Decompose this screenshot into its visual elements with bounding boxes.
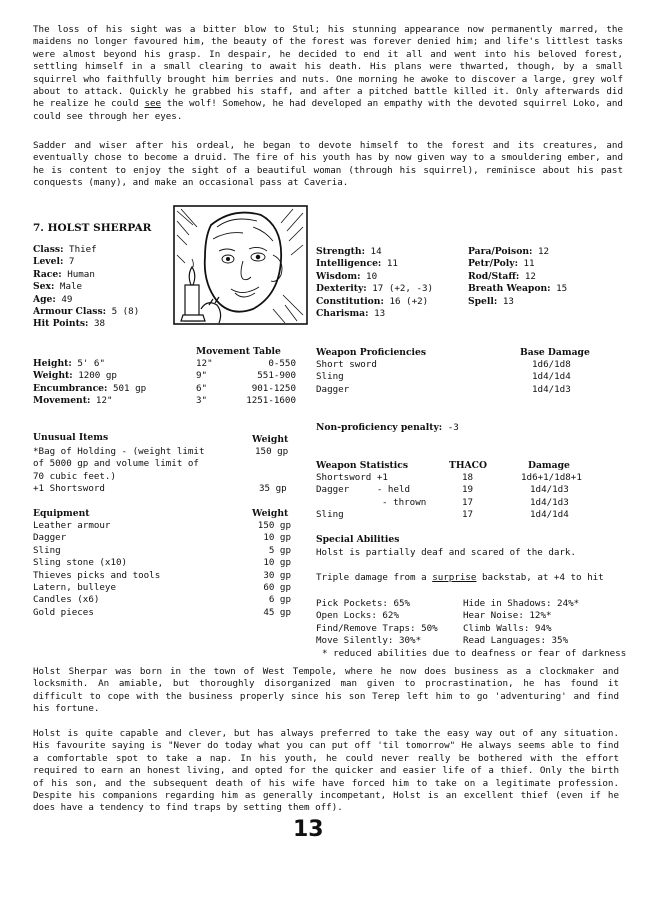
basic-sex: Sex: Male bbox=[33, 281, 83, 293]
basic-age: Age: 49 bbox=[33, 293, 73, 305]
page-number: 13 bbox=[293, 817, 324, 842]
proficiency-row: Dagger 1d4/1d3 bbox=[316, 383, 571, 395]
special-ability-deaf: Holst is partially deaf and scared of the dark. bbox=[316, 547, 576, 558]
equipment-row: Candles (x6) 6 gp bbox=[33, 594, 291, 606]
intro-paragraph-2: Sadder and wiser after his ordeal, he began to devote himself to the forest and its creatures, and eventually chose to become a druid. The fire of his youth has by now given way to a smouldering ember, and he is content to enjoy the sight of a beautiful woman (through his squirrel), reminisce about his past conquests (many), and make an occasional pass at Caveria. bbox=[33, 140, 623, 189]
equipment-title: Equipment bbox=[33, 508, 90, 519]
save-para-poison: Para/Poison: 12 bbox=[468, 246, 550, 257]
saving-throws bbox=[468, 246, 567, 308]
base-damage-header: Base Damage bbox=[520, 347, 590, 358]
unusual-weight-header: Weight bbox=[252, 434, 289, 445]
skill-climb-walls: Climb Walls: 94% bbox=[463, 622, 552, 634]
save-rod-staff: Rod/Staff: 12 bbox=[468, 270, 536, 282]
skill-find-remove-traps: Find/Remove Traps: 50% bbox=[316, 622, 438, 634]
proficiency-row: Sling 1d4/1d4 bbox=[316, 371, 571, 383]
skill-hear-noise: Hear Noise: 12%* bbox=[463, 610, 552, 622]
physical-movement: Movement: 12" bbox=[33, 395, 113, 407]
skill-pick-pockets: Pick Pockets: 65% bbox=[316, 598, 411, 609]
bio-paragraph-1: Holst Sherpar was born in the town of West Tempole, where he now does business as a clockmaker and locksmith. An amiable, but thoroughly disorganized man given to procrastination, he has found it difficult to cope with the business properly since his son Terep left him to go 'adventuring' and find his fortune. bbox=[33, 666, 619, 715]
physical-encumbrance: Encumbrance: 501 gp bbox=[33, 382, 147, 394]
ability-constitution: Constitution: 16 (+2) bbox=[316, 295, 429, 307]
movement-row: 3" 1251-1600 bbox=[196, 395, 296, 407]
basic-hit-points: Hit Points: 38 bbox=[33, 318, 106, 330]
bio-paragraph-2: Holst is quite capable and clever, but has always preferred to take the easy way out of any situation. His favourite saying is "Never do today what you can put off 'til tomorrow" He always seems able to find a comfortable spot to take a nap. In his youth, he could never really be bothered with the effort required to earn an honest living, and opted for the quicker and easier life of a thief. Only the birth of his son, and the subsequent death of his wife have forced him to take on a legitimate profession. Despite his companions regarding him as generally incompetant, Holst is an excellent thief (even if he does have a tendency to find traps by setting them off). bbox=[33, 728, 619, 814]
equipment-list bbox=[33, 520, 293, 619]
weapon-statistics-title: Weapon Statistics bbox=[316, 460, 409, 471]
special-ability-backstab: Triple damage from a surprise backstab, at +4 to hit bbox=[316, 572, 604, 583]
basic-level: Level: 7 bbox=[33, 256, 75, 268]
equipment-row: Gold pieces 45 gp bbox=[33, 606, 291, 618]
basic-armour-class: Armour Class: 5 (8) bbox=[33, 306, 140, 318]
ability-wisdom: Wisdom: 10 bbox=[316, 270, 378, 282]
movement-table-title: Movement Table bbox=[196, 346, 281, 357]
ability-scores bbox=[316, 246, 433, 320]
equipment-row: Sling 5 gp bbox=[33, 544, 291, 556]
intro-p1-end: the wolf! Somehow, he had developed an empathy with the devoted squirrel Loko, and could see through her eyes. bbox=[33, 98, 623, 122]
unusual-item-row: *Bag of Holding - (weight limit of 5000 gp and volume limit of 70 cubic feet.) 150 gp bbox=[33, 446, 289, 482]
unusual-items-list bbox=[33, 446, 293, 496]
physical-stats bbox=[33, 358, 146, 408]
physical-weight: Weight: 1200 gp bbox=[33, 370, 117, 382]
skill-move-silently: Move Silently: 30%* bbox=[316, 635, 422, 647]
equipment-row: Thieves picks and tools 30 gp bbox=[33, 569, 291, 581]
basic-stats bbox=[33, 244, 139, 331]
weapon-stat-row: - thrown 17 1d4/1d3 bbox=[382, 496, 569, 508]
weapon-stat-row: Sling 17 1d4/1d4 bbox=[316, 509, 569, 521]
intro-paragraph-1 bbox=[33, 24, 623, 123]
movement-table bbox=[196, 358, 296, 408]
intro-p1-text: The loss of his sight was a bitter blow to Stul; his stunning appearance now permanently marred, the maidens no longer favoured him, the beauty of the forest was forever denied him; and life's littlest tasks were almost beyond his grasp. In despair, he decided to end it all and went into his beloved forest, settling himself in a small clearing to await his death. His plans were thwarted, though, by a small squirrel who faithfully brought him berries and nuts. One morning he awoke to discover a large, grey wolf about to attack. Quickly he grabbed his staff, and after a pitched battle killed it. Only afterwards did he realize he could bbox=[33, 24, 623, 110]
weapon-proficiency-list bbox=[316, 359, 596, 396]
character-heading: 7. HOLST SHERPAR bbox=[33, 222, 152, 234]
unusual-items-title: Unusual Items bbox=[33, 432, 109, 443]
equipment-row: Leather armour 150 gp bbox=[33, 520, 291, 531]
basic-race: Race: Human bbox=[33, 268, 95, 280]
proficiency-row: Short sword 1d6/1d8 bbox=[316, 359, 571, 370]
special-abilities-title: Special Abilities bbox=[316, 534, 400, 545]
intro-see-word: see bbox=[144, 98, 162, 110]
skill-read-languages: Read Languages: 35% bbox=[463, 635, 569, 647]
physical-height: Height: 5' 6" bbox=[33, 358, 105, 369]
ability-dexterity: Dexterity: 17 (+2, -3) bbox=[316, 283, 434, 295]
thief-skills-footnote: * reduced abilities due to deafness or fear of darkness bbox=[322, 648, 627, 659]
skill-open-locks: Open Locks: 62% bbox=[316, 610, 399, 622]
weapon-proficiencies-title: Weapon Proficiencies bbox=[316, 347, 427, 358]
equipment-row: Latern, bulleye 60 gp bbox=[33, 581, 291, 593]
holst-portrait-illustration bbox=[173, 205, 308, 325]
ability-intelligence: Intelligence: 11 bbox=[316, 258, 398, 270]
weapon-stat-row: Dagger - held 19 1d4/1d3 bbox=[316, 484, 569, 496]
equipment-weight-header: Weight bbox=[252, 508, 289, 519]
save-spell: Spell: 13 bbox=[468, 295, 514, 307]
save-petr-poly: Petr/Poly: 11 bbox=[468, 258, 535, 270]
thaco-header: THACO bbox=[449, 460, 487, 471]
ability-strength: Strength: 14 bbox=[316, 246, 382, 257]
unusual-item-row: +1 Shortsword 35 gp bbox=[33, 483, 287, 495]
movement-row: 12" 0-550 bbox=[196, 358, 296, 369]
skill-hide-in-shadows: Hide in Shadows: 24%* bbox=[463, 598, 580, 609]
movement-row: 6" 901-1250 bbox=[196, 382, 296, 394]
weapon-statistics-table bbox=[316, 472, 616, 522]
basic-class: Class: Thief bbox=[33, 244, 97, 255]
equipment-row: Sling stone (x10) 10 gp bbox=[33, 557, 291, 569]
non-proficiency-penalty: Non-proficiency penalty: -3 bbox=[316, 422, 459, 433]
weapon-stat-row: Shortsword +1 18 1d6+1/1d8+1 bbox=[316, 472, 582, 483]
equipment-row: Dagger 10 gp bbox=[33, 532, 291, 544]
thief-skills-left bbox=[316, 598, 438, 648]
damage-header: Damage bbox=[528, 460, 570, 471]
thief-skills-right bbox=[463, 598, 579, 648]
movement-row: 9" 551-900 bbox=[196, 370, 296, 382]
save-breath-weapon: Breath Weapon: 15 bbox=[468, 283, 568, 295]
ability-charisma: Charisma: 13 bbox=[316, 308, 386, 320]
